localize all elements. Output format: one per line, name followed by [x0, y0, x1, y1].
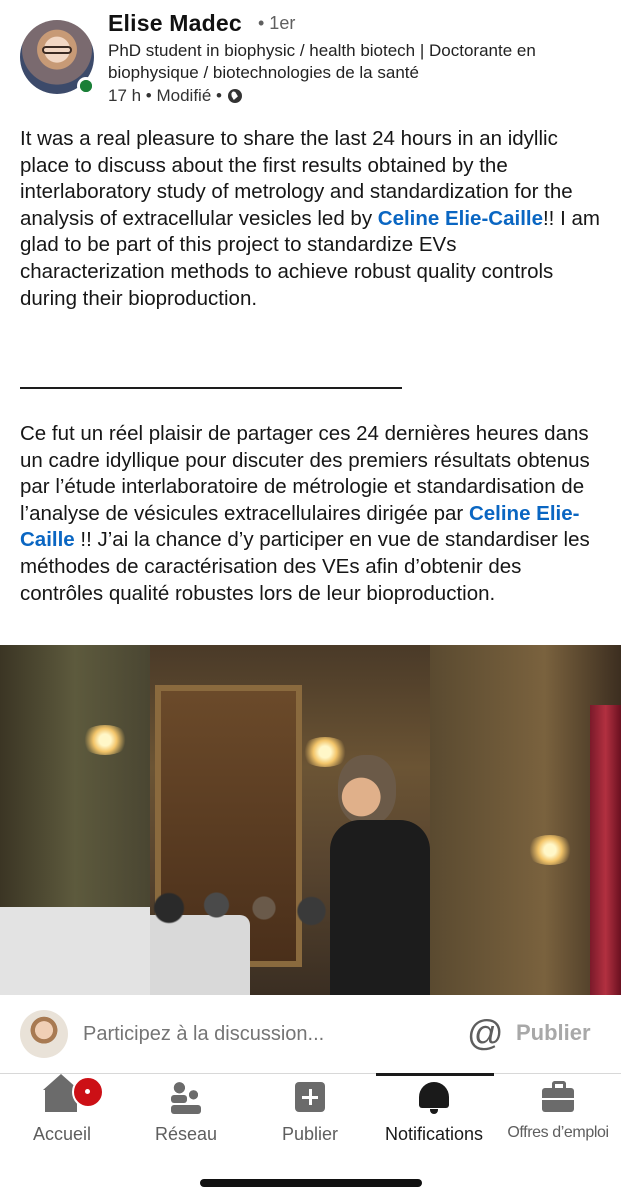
nav-item-publier[interactable] — [248, 1080, 372, 1150]
nav-item-notifications[interactable] — [372, 1080, 496, 1150]
post-text-french — [20, 421, 605, 607]
photo-speaker-body — [330, 820, 430, 995]
online-status-icon — [77, 77, 95, 95]
photo-audience — [150, 890, 340, 950]
briefcase-icon — [541, 1080, 575, 1114]
globe-icon — [228, 89, 242, 103]
publish-comment-button[interactable]: Publier — [516, 1020, 591, 1045]
post-text-en-part2: !! I am glad to be part of this project to standardize EVs characterization methods to achieve robust quality controls during their bioproduction. — [20, 206, 600, 310]
photo-podium — [0, 907, 150, 995]
connection-degree: • 1er — [258, 13, 296, 33]
post-text-fr-part2: !! J’ai la chance d’y participer en vue de standardiser les méthodes de caractérisation des VEs afin d’obtenir des contrôles qualité robustes lors de leur bioproduction. — [20, 528, 590, 605]
nav-label-reseau: Réseau — [154, 1124, 218, 1144]
author-name[interactable]: Elise Madec — [108, 10, 242, 36]
notification-badge-icon — [72, 1076, 104, 1108]
comment-input[interactable] — [83, 1023, 423, 1046]
photo-lamp-left — [80, 725, 130, 755]
nav-item-accueil[interactable] — [0, 1080, 124, 1150]
post-text-english — [20, 126, 605, 312]
nav-label-publier: Publier — [281, 1124, 339, 1144]
post-text-fr-part1: Ce fut un réel plaisir de partager ces 24 dernières heures dans un cadre idyllique pour discuter des premiers résultats obtenus par l’étude interlaboratoire de métrologie et standardisation de l’analyse de vésicules extracellulaires dirigée par — [20, 422, 590, 525]
mention-link-en[interactable]: Celine Elie-Caille — [377, 206, 543, 230]
nav-divider — [0, 1073, 621, 1074]
author-headline: PhD student in biophysic / health biotech | Doctorante en biophysique / biotechnologies de la santé — [108, 41, 536, 82]
post-meta — [108, 86, 242, 106]
photo-lamp-center — [300, 737, 350, 767]
current-user-avatar — [20, 1010, 68, 1058]
text-divider — [20, 387, 402, 389]
mention-at-icon[interactable]: @ — [467, 1012, 504, 1053]
photo-lamp-right — [525, 835, 575, 865]
nav-item-reseau[interactable] — [124, 1080, 248, 1150]
nav-label-notifications: Notifications — [384, 1124, 484, 1144]
plus-square-icon — [293, 1080, 327, 1114]
home-icon — [45, 1080, 79, 1114]
nav-label-offres-emploi: Offres d’emploi — [507, 1124, 609, 1141]
nav-active-indicator — [376, 1073, 494, 1076]
photo-speaker-head — [338, 755, 396, 825]
people-icon — [169, 1080, 203, 1114]
post-time: 17 h • Modifié • — [108, 86, 222, 105]
mention-link-fr[interactable]: Celine Elie-Caille — [20, 501, 580, 552]
bell-icon — [417, 1080, 451, 1114]
nav-item-offres-emploi[interactable] — [496, 1080, 620, 1150]
post-text-en-part1: It was a real pleasure to share the last 24 hours in an idyllic place to discuss about the first results obtained by the interlaboratory study of metrology and standardization for the analysis of extracellular vesicles led by — [20, 127, 573, 230]
nav-label-accueil: Accueil — [32, 1124, 92, 1144]
post-photo[interactable] — [0, 645, 621, 995]
avatar-glasses-detail — [42, 46, 72, 54]
home-indicator[interactable] — [200, 1179, 422, 1187]
photo-curtain — [590, 705, 621, 995]
